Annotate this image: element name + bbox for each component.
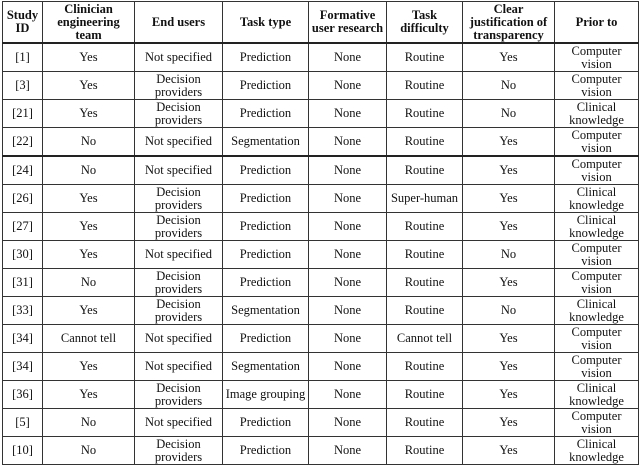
table-cell: None	[309, 241, 387, 269]
table-cell: Yes	[463, 437, 555, 465]
table-cell: Decision providers	[135, 297, 223, 325]
table-cell: Not specified	[135, 241, 223, 269]
table-cell: Yes	[43, 43, 135, 72]
table-cell: Routine	[387, 297, 463, 325]
table-cell: Routine	[387, 100, 463, 128]
table-row	[3, 241, 639, 269]
table-cell: [21]	[3, 100, 43, 128]
table-row	[3, 72, 639, 100]
table-cell: Computer vision	[555, 72, 639, 100]
table-cell: Prediction	[223, 185, 309, 213]
table-cell: Prediction	[223, 437, 309, 465]
table-cell: No	[463, 241, 555, 269]
column-header: Task difficulty	[387, 2, 463, 44]
table-cell: Decision providers	[135, 72, 223, 100]
table-cell: Routine	[387, 72, 463, 100]
table-cell: Prediction	[223, 409, 309, 437]
table-cell: Yes	[463, 213, 555, 241]
table-cell: None	[309, 128, 387, 157]
table-cell: Segmentation	[223, 353, 309, 381]
table-cell: Clinical knowledge	[555, 100, 639, 128]
table-cell: Decision providers	[135, 185, 223, 213]
table-cell: Yes	[43, 185, 135, 213]
table-cell: Routine	[387, 213, 463, 241]
table-cell: Routine	[387, 43, 463, 72]
table-cell: Routine	[387, 128, 463, 157]
table-row	[3, 269, 639, 297]
table-cell: Segmentation	[223, 297, 309, 325]
table-cell: None	[309, 72, 387, 100]
table-cell: [33]	[3, 297, 43, 325]
table-row	[3, 128, 639, 157]
table-cell: Yes	[43, 297, 135, 325]
table-cell: Prediction	[223, 72, 309, 100]
table-cell: Not specified	[135, 353, 223, 381]
table-row	[3, 156, 639, 185]
table-row	[3, 43, 639, 72]
table-cell: Clinical knowledge	[555, 185, 639, 213]
table-cell: Computer vision	[555, 325, 639, 353]
table-cell: Prediction	[223, 325, 309, 353]
table-cell: [34]	[3, 325, 43, 353]
table-cell: Prediction	[223, 241, 309, 269]
column-header: Prior to	[555, 2, 639, 44]
table-cell: [31]	[3, 269, 43, 297]
table-cell: Cannot tell	[43, 325, 135, 353]
table-cell: None	[309, 381, 387, 409]
table-cell: Super-human	[387, 185, 463, 213]
table-cell: Prediction	[223, 156, 309, 185]
table-cell: Decision providers	[135, 213, 223, 241]
table-cell: Prediction	[223, 269, 309, 297]
table-cell: Computer vision	[555, 128, 639, 157]
table-cell: None	[309, 43, 387, 72]
table-cell: Computer vision	[555, 43, 639, 72]
table-row	[3, 437, 639, 465]
table-cell: Not specified	[135, 409, 223, 437]
table-row	[3, 213, 639, 241]
table-cell: Yes	[463, 409, 555, 437]
table-cell: Decision providers	[135, 100, 223, 128]
table-cell: Cannot tell	[387, 325, 463, 353]
table-cell: Clinical knowledge	[555, 381, 639, 409]
table-cell: Clinical knowledge	[555, 213, 639, 241]
table-cell: Yes	[43, 241, 135, 269]
column-header: Clear justification of transparency	[463, 2, 555, 44]
table-cell: [36]	[3, 381, 43, 409]
table-cell: None	[309, 353, 387, 381]
table-cell: No	[43, 128, 135, 157]
table-cell: Computer vision	[555, 409, 639, 437]
table-cell: Yes	[463, 185, 555, 213]
table-cell: Routine	[387, 156, 463, 185]
column-header: Study ID	[3, 2, 43, 44]
table-row	[3, 409, 639, 437]
table-row	[3, 325, 639, 353]
table-row	[3, 297, 639, 325]
table-cell: [5]	[3, 409, 43, 437]
table-cell: Not specified	[135, 128, 223, 157]
table-cell: Computer vision	[555, 156, 639, 185]
table-cell: Routine	[387, 353, 463, 381]
table-row	[3, 185, 639, 213]
table-cell: No	[463, 297, 555, 325]
table-cell: [34]	[3, 353, 43, 381]
table-cell: Yes	[43, 213, 135, 241]
header-row	[3, 2, 639, 44]
table-cell: Yes	[43, 72, 135, 100]
table-cell: [10]	[3, 437, 43, 465]
table-cell: [3]	[3, 72, 43, 100]
table-cell: No	[463, 72, 555, 100]
table-cell: Prediction	[223, 213, 309, 241]
table-cell: None	[309, 213, 387, 241]
table-row	[3, 353, 639, 381]
study-table	[2, 1, 639, 465]
table-cell: Decision providers	[135, 437, 223, 465]
table-cell: Routine	[387, 437, 463, 465]
table-cell: [24]	[3, 156, 43, 185]
table-cell: Computer vision	[555, 269, 639, 297]
table-cell: [27]	[3, 213, 43, 241]
table-cell: Prediction	[223, 43, 309, 72]
table-cell: Not specified	[135, 325, 223, 353]
table-cell: None	[309, 409, 387, 437]
table-cell: Computer vision	[555, 353, 639, 381]
table-cell: Clinical knowledge	[555, 297, 639, 325]
table-cell: Yes	[463, 353, 555, 381]
table-cell: Prediction	[223, 100, 309, 128]
column-header: Task type	[223, 2, 309, 44]
table-cell: None	[309, 156, 387, 185]
table-cell: Decision providers	[135, 269, 223, 297]
table-cell: None	[309, 185, 387, 213]
table-cell: No	[43, 409, 135, 437]
table-cell: No	[43, 269, 135, 297]
table-cell: Routine	[387, 409, 463, 437]
table-cell: None	[309, 325, 387, 353]
table-cell: Image grouping	[223, 381, 309, 409]
column-header: Formative user research	[309, 2, 387, 44]
table-cell: Clinical knowledge	[555, 437, 639, 465]
table-cell: [26]	[3, 185, 43, 213]
table-cell: Yes	[43, 100, 135, 128]
column-header: Clinician engineering team	[43, 2, 135, 44]
table-cell: Yes	[463, 269, 555, 297]
table-cell: Yes	[43, 381, 135, 409]
table-cell: None	[309, 297, 387, 325]
table-cell: Decision providers	[135, 381, 223, 409]
table-cell: Yes	[463, 128, 555, 157]
table-cell: [22]	[3, 128, 43, 157]
table-cell: [1]	[3, 43, 43, 72]
table-cell: No	[43, 437, 135, 465]
table-cell: Yes	[463, 156, 555, 185]
table-cell: Routine	[387, 269, 463, 297]
table-cell: No	[463, 100, 555, 128]
table-cell: None	[309, 100, 387, 128]
table-cell: Yes	[43, 353, 135, 381]
table-cell: Computer vision	[555, 241, 639, 269]
table-row	[3, 100, 639, 128]
table-row	[3, 381, 639, 409]
table-cell: Routine	[387, 241, 463, 269]
table-cell: Not specified	[135, 156, 223, 185]
table-cell: None	[309, 269, 387, 297]
table-cell: No	[43, 156, 135, 185]
table-cell: Not specified	[135, 43, 223, 72]
column-header: End users	[135, 2, 223, 44]
table-cell: None	[309, 437, 387, 465]
table-cell: [30]	[3, 241, 43, 269]
table-cell: Routine	[387, 381, 463, 409]
table-cell: Yes	[463, 43, 555, 72]
table-cell: Yes	[463, 325, 555, 353]
table-cell: Segmentation	[223, 128, 309, 157]
table-cell: Yes	[463, 381, 555, 409]
